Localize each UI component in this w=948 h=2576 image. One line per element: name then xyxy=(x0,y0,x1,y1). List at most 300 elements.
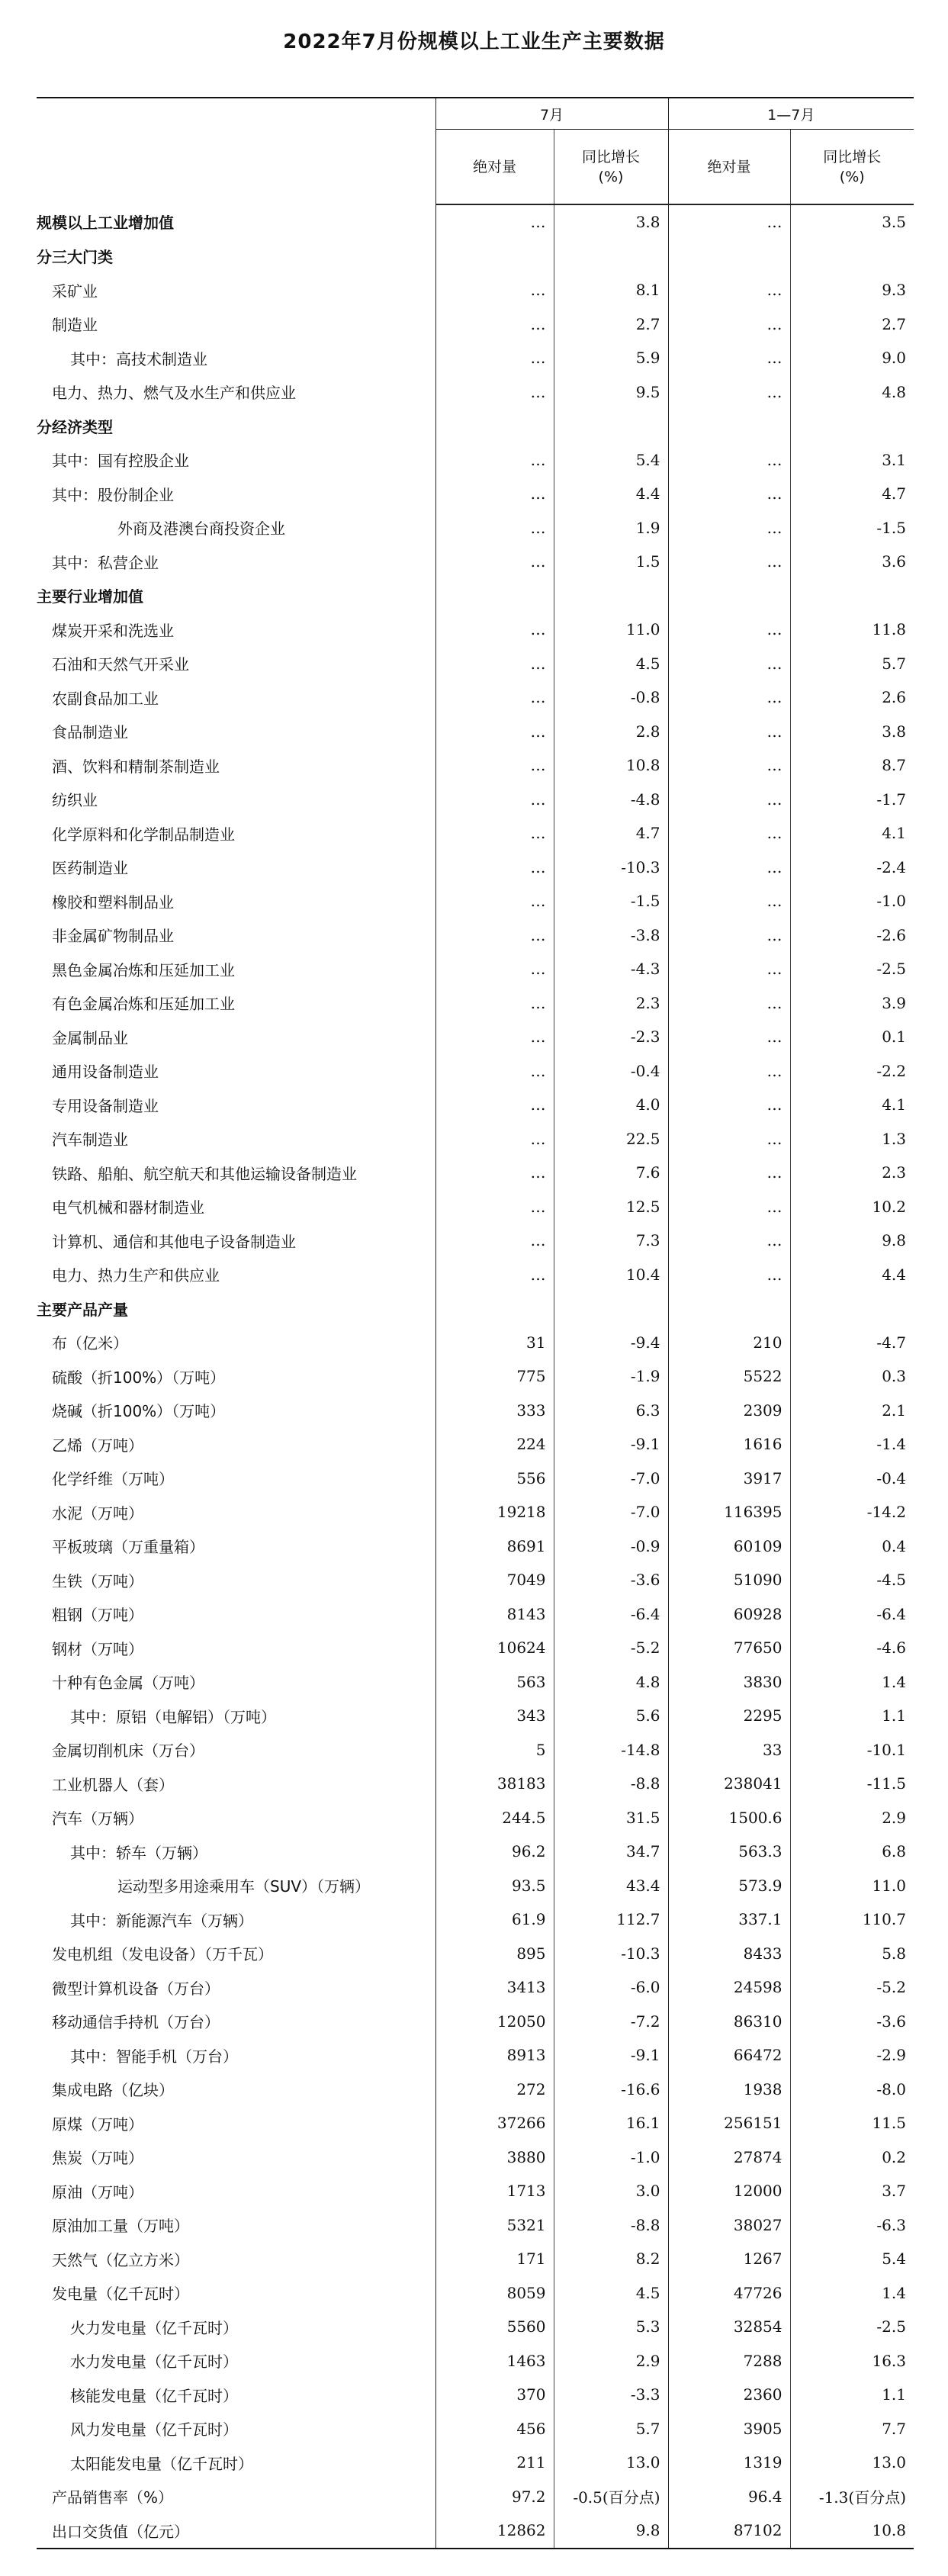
row-label: 生铁（万吨） xyxy=(52,1571,143,1590)
cell-ytd-yoy: 10.8 xyxy=(790,2513,914,2549)
row-label: 规模以上工业增加值 xyxy=(37,214,174,233)
cell-ytd-yoy: 1.3 xyxy=(790,1122,914,1156)
cell-month-abs: 8913 xyxy=(435,2038,554,2073)
cell-month-abs: 12050 xyxy=(435,2005,554,2039)
cell-ytd-abs: 2309 xyxy=(668,1394,790,1428)
table-row xyxy=(37,1529,914,1564)
row-label: 金属切削机床（万台） xyxy=(52,1741,204,1761)
cell-month-yoy: 2.9 xyxy=(554,2344,668,2378)
cell-ytd-yoy: -1.7 xyxy=(790,783,914,817)
row-label: 微型计算机设备（万台） xyxy=(52,1979,220,1998)
cell-month-yoy: -0.8 xyxy=(554,680,668,715)
cell-month-abs: … xyxy=(435,1224,554,1258)
table-row xyxy=(37,2480,914,2514)
cell-month-abs: 244.5 xyxy=(435,1801,554,1835)
row-label: 化学原料和化学制品制造业 xyxy=(52,825,235,844)
cell-month-abs: 5560 xyxy=(435,2310,554,2344)
header-ytd-yoy xyxy=(790,130,914,205)
cell-ytd-yoy: 11.5 xyxy=(790,2106,914,2140)
cell-month-yoy: 31.5 xyxy=(554,1801,668,1835)
cell-ytd-yoy: -2.4 xyxy=(790,851,914,885)
row-label: 橡胶和塑料制品业 xyxy=(52,892,174,912)
cell-ytd-yoy: -11.5 xyxy=(790,1767,914,1801)
cell-ytd-abs xyxy=(668,1291,790,1326)
cell-ytd-yoy: 10.2 xyxy=(790,1190,914,1224)
cell-ytd-abs: 86310 xyxy=(668,2005,790,2039)
cell-month-yoy: -7.0 xyxy=(554,1495,668,1529)
row-label: 运动型多用途乘用车（SUV）（万辆） xyxy=(117,1877,371,1896)
cell-ytd-yoy: 2.7 xyxy=(790,307,914,342)
row-label: 农副食品加工业 xyxy=(52,689,159,708)
table-row xyxy=(37,1258,914,1292)
cell-month-abs: … xyxy=(435,375,554,410)
table-row xyxy=(37,2242,914,2276)
cell-month-abs: 456 xyxy=(435,2412,554,2446)
cell-month-yoy: 5.4 xyxy=(554,443,668,478)
cell-month-yoy: 6.3 xyxy=(554,1394,668,1428)
cell-month-abs: 775 xyxy=(435,1359,554,1394)
cell-month-yoy: 34.7 xyxy=(554,1835,668,1869)
cell-month-yoy: 7.6 xyxy=(554,1156,668,1190)
cell-ytd-abs: 3905 xyxy=(668,2412,790,2446)
cell-ytd-abs: … xyxy=(668,1258,790,1292)
cell-ytd-yoy: -1.3(百分点) xyxy=(790,2480,914,2514)
cell-month-abs: 3413 xyxy=(435,1970,554,2005)
cell-month-yoy: -3.6 xyxy=(554,1563,668,1597)
table-row xyxy=(37,1801,914,1835)
cell-month-abs: 7049 xyxy=(435,1563,554,1597)
table-row xyxy=(37,884,914,918)
header-yoy-line1: 同比增长 xyxy=(823,148,882,166)
table-section-row xyxy=(37,409,914,443)
cell-ytd-abs: … xyxy=(668,816,790,851)
cell-ytd-abs: … xyxy=(668,1122,790,1156)
table-row xyxy=(37,2140,914,2175)
row-label: 乙烯（万吨） xyxy=(52,1436,143,1455)
header-ytd-abs: 绝对量 xyxy=(668,130,790,205)
cell-ytd-abs: … xyxy=(668,375,790,410)
cell-ytd-yoy: 4.1 xyxy=(790,816,914,851)
cell-month-yoy: -9.4 xyxy=(554,1326,668,1360)
row-label: 非金属矿物制品业 xyxy=(52,927,174,946)
row-label: 铁路、船舶、航空航天和其他运输设备制造业 xyxy=(52,1164,357,1183)
cell-ytd-yoy: 2.9 xyxy=(790,1801,914,1835)
cell-ytd-yoy: -2.6 xyxy=(790,918,914,953)
table-section-row xyxy=(37,204,914,240)
table-row xyxy=(37,2208,914,2243)
cell-ytd-yoy: -6.4 xyxy=(790,1597,914,1632)
cell-month-yoy: 4.5 xyxy=(554,647,668,681)
row-label: 太阳能发电量（亿千瓦时） xyxy=(70,2454,253,2473)
cell-ytd-abs: … xyxy=(668,851,790,885)
row-label: 钢材（万吨） xyxy=(52,1639,143,1658)
cell-ytd-abs: … xyxy=(668,884,790,918)
row-label: 纺织业 xyxy=(52,791,98,810)
cell-month-yoy: -2.3 xyxy=(554,1020,668,1054)
row-label: 专用设备制造业 xyxy=(52,1096,159,1115)
cell-month-yoy: -0.5(百分点) xyxy=(554,2480,668,2514)
cell-month-abs: 895 xyxy=(435,1937,554,1971)
cell-month-yoy: 8.2 xyxy=(554,2242,668,2276)
table-row xyxy=(37,1054,914,1089)
table-row xyxy=(37,986,914,1021)
table-row xyxy=(37,1224,914,1258)
table-row xyxy=(37,1462,914,1496)
cell-month-yoy: -5.2 xyxy=(554,1631,668,1665)
table-row xyxy=(37,1665,914,1700)
cell-month-yoy xyxy=(554,579,668,613)
table-row xyxy=(37,783,914,817)
cell-month-yoy: -6.4 xyxy=(554,1597,668,1632)
row-label: 粗钢（万吨） xyxy=(52,1606,143,1625)
table-header xyxy=(37,98,914,204)
cell-ytd-yoy: 5.7 xyxy=(790,647,914,681)
cell-month-abs: 370 xyxy=(435,2378,554,2412)
row-label: 风力发电量（亿千瓦时） xyxy=(70,2420,238,2439)
table-row xyxy=(37,715,914,749)
table-row xyxy=(37,341,914,375)
cell-month-yoy: 11.0 xyxy=(554,613,668,647)
cell-ytd-abs: 1616 xyxy=(668,1427,790,1462)
table-row xyxy=(37,2446,914,2480)
header-period-ytd: 1—7月 xyxy=(668,98,914,130)
cell-ytd-yoy: -10.1 xyxy=(790,1733,914,1767)
cell-month-yoy xyxy=(554,240,668,274)
cell-month-yoy: 8.1 xyxy=(554,273,668,307)
table-row xyxy=(37,918,914,953)
cell-ytd-abs: 1938 xyxy=(668,2073,790,2107)
cell-ytd-abs: … xyxy=(668,511,790,545)
table-row xyxy=(37,1902,914,1937)
row-label: 烧碱（折100%）（万吨） xyxy=(52,1402,226,1421)
cell-ytd-yoy: 1.4 xyxy=(790,2276,914,2311)
row-label: 医药制造业 xyxy=(52,859,128,878)
cell-month-abs: … xyxy=(435,1020,554,1054)
cell-month-abs: 10624 xyxy=(435,1631,554,1665)
table-row xyxy=(37,1563,914,1597)
cell-month-abs: 96.2 xyxy=(435,1835,554,1869)
cell-ytd-yoy: -2.5 xyxy=(790,952,914,986)
cell-month-abs: 38183 xyxy=(435,1767,554,1801)
row-label: 其中：高技术制造业 xyxy=(70,349,207,368)
table-row xyxy=(37,1394,914,1428)
row-label: 水力发电量（亿千瓦时） xyxy=(70,2352,238,2372)
cell-ytd-yoy: -2.2 xyxy=(790,1054,914,1089)
cell-month-yoy: 10.4 xyxy=(554,1258,668,1292)
table-row xyxy=(37,680,914,715)
cell-month-yoy: -0.9 xyxy=(554,1529,668,1564)
cell-ytd-abs: … xyxy=(668,613,790,647)
cell-ytd-abs: … xyxy=(668,680,790,715)
cell-ytd-yoy: 2.1 xyxy=(790,1394,914,1428)
row-label: 黑色金属冶炼和压延加工业 xyxy=(52,960,235,979)
cell-ytd-abs: 1500.6 xyxy=(668,1801,790,1835)
row-label: 有色金属冶炼和压延加工业 xyxy=(52,995,235,1014)
cell-month-yoy: 5.6 xyxy=(554,1699,668,1733)
cell-ytd-abs: 66472 xyxy=(668,2038,790,2073)
cell-month-abs: 333 xyxy=(435,1394,554,1428)
cell-ytd-yoy: 3.9 xyxy=(790,986,914,1021)
cell-month-yoy: 43.4 xyxy=(554,1869,668,1903)
cell-month-abs: … xyxy=(435,341,554,375)
row-label: 金属制品业 xyxy=(52,1028,128,1047)
cell-ytd-abs: 563.3 xyxy=(668,1835,790,1869)
table-row xyxy=(37,1733,914,1767)
cell-ytd-abs: 33 xyxy=(668,1733,790,1767)
cell-month-yoy: -0.4 xyxy=(554,1054,668,1089)
table-row xyxy=(37,273,914,307)
cell-month-yoy xyxy=(554,1291,668,1326)
cell-ytd-yoy: 4.4 xyxy=(790,1258,914,1292)
cell-month-abs: … xyxy=(435,748,554,783)
cell-month-abs: … xyxy=(435,1054,554,1089)
cell-month-abs: 8691 xyxy=(435,1529,554,1564)
table-row xyxy=(37,1869,914,1903)
row-label: 工业机器人（套） xyxy=(52,1775,174,1794)
table-row xyxy=(37,1359,914,1394)
cell-ytd-yoy: 13.0 xyxy=(790,2446,914,2480)
header-month-yoy xyxy=(554,130,668,205)
row-label: 制造业 xyxy=(52,316,98,335)
table-section-row xyxy=(37,579,914,613)
cell-ytd-abs: … xyxy=(668,273,790,307)
row-label: 电气机械和器材制造业 xyxy=(52,1198,204,1217)
table-row xyxy=(37,443,914,478)
cell-month-abs: … xyxy=(435,1122,554,1156)
cell-ytd-yoy xyxy=(790,240,914,274)
cell-month-yoy: 22.5 xyxy=(554,1122,668,1156)
cell-ytd-abs: 32854 xyxy=(668,2310,790,2344)
cell-month-abs: … xyxy=(435,1258,554,1292)
cell-ytd-abs: 1319 xyxy=(668,2446,790,2480)
cell-month-yoy: 1.9 xyxy=(554,511,668,545)
cell-ytd-yoy: -8.0 xyxy=(790,2073,914,2107)
cell-month-abs: … xyxy=(435,477,554,511)
cell-ytd-abs xyxy=(668,579,790,613)
cell-month-yoy: 12.5 xyxy=(554,1190,668,1224)
cell-month-abs: … xyxy=(435,307,554,342)
row-label: 其中：股份制企业 xyxy=(52,485,174,504)
cell-ytd-yoy: 1.4 xyxy=(790,1665,914,1700)
row-label: 酒、饮料和精制茶制造业 xyxy=(52,757,220,776)
cell-month-abs: 1463 xyxy=(435,2344,554,2378)
cell-ytd-yoy: 2.6 xyxy=(790,680,914,715)
cell-month-abs xyxy=(435,240,554,274)
cell-month-abs: … xyxy=(435,273,554,307)
cell-ytd-yoy: 0.4 xyxy=(790,1529,914,1564)
row-label: 发电机组（发电设备）（万千瓦） xyxy=(52,1945,273,1964)
row-label: 硫酸（折100%）（万吨） xyxy=(52,1368,226,1387)
header-yoy-line1: 同比增长 xyxy=(581,148,640,166)
row-label: 产品销售率（%） xyxy=(52,2488,174,2507)
cell-ytd-abs: 3917 xyxy=(668,1462,790,1496)
cell-ytd-yoy: -2.5 xyxy=(790,2310,914,2344)
table-row xyxy=(37,1699,914,1733)
cell-ytd-yoy: 5.4 xyxy=(790,2242,914,2276)
cell-ytd-yoy: 3.8 xyxy=(790,715,914,749)
cell-month-abs: 5321 xyxy=(435,2208,554,2243)
cell-month-yoy: 3.8 xyxy=(554,204,668,240)
cell-ytd-yoy: 11.8 xyxy=(790,613,914,647)
cell-month-yoy: -1.5 xyxy=(554,884,668,918)
cell-ytd-abs: 60928 xyxy=(668,1597,790,1632)
table-row xyxy=(37,477,914,511)
row-label: 其中：轿车（万辆） xyxy=(70,1843,207,1862)
cell-month-abs: 12862 xyxy=(435,2513,554,2549)
cell-ytd-yoy: 1.1 xyxy=(790,2378,914,2412)
cell-month-abs: 37266 xyxy=(435,2106,554,2140)
cell-ytd-yoy: -4.6 xyxy=(790,1631,914,1665)
cell-month-abs: 3880 xyxy=(435,2140,554,2175)
header-month-abs: 绝对量 xyxy=(435,130,554,205)
header-period-month: 7月 xyxy=(435,98,668,130)
cell-ytd-yoy: 11.0 xyxy=(790,1869,914,1903)
cell-ytd-yoy: 110.7 xyxy=(790,1902,914,1937)
cell-month-yoy: -9.1 xyxy=(554,1427,668,1462)
cell-ytd-yoy: 3.1 xyxy=(790,443,914,478)
header-indicator-blank xyxy=(37,98,435,204)
cell-ytd-yoy: 16.3 xyxy=(790,2344,914,2378)
cell-ytd-abs xyxy=(668,240,790,274)
row-label: 其中：智能手机（万台） xyxy=(70,2047,238,2066)
table-row xyxy=(37,1088,914,1122)
row-label: 汽车制造业 xyxy=(52,1130,128,1150)
cell-month-yoy: -1.0 xyxy=(554,2140,668,2175)
cell-month-yoy: 5.7 xyxy=(554,2412,668,2446)
cell-month-yoy: -6.0 xyxy=(554,1970,668,2005)
cell-month-abs: … xyxy=(435,986,554,1021)
cell-ytd-abs: … xyxy=(668,1156,790,1190)
table-section-row xyxy=(37,240,914,274)
table-row xyxy=(37,307,914,342)
table-row xyxy=(37,375,914,410)
cell-ytd-abs: 256151 xyxy=(668,2106,790,2140)
row-label: 平板玻璃（万重量箱） xyxy=(52,1538,204,1557)
cell-month-abs xyxy=(435,409,554,443)
cell-month-yoy: -14.8 xyxy=(554,1733,668,1767)
table-row xyxy=(37,952,914,986)
cell-month-yoy: 9.5 xyxy=(554,375,668,410)
cell-ytd-yoy: 5.8 xyxy=(790,1937,914,1971)
row-label: 电力、热力、燃气及水生产和供应业 xyxy=(52,384,296,403)
cell-ytd-abs: 1267 xyxy=(668,2242,790,2276)
cell-month-abs: 31 xyxy=(435,1326,554,1360)
cell-month-abs xyxy=(435,579,554,613)
row-label: 汽车（万辆） xyxy=(52,1809,143,1828)
cell-month-yoy: -3.3 xyxy=(554,2378,668,2412)
cell-ytd-yoy: -6.3 xyxy=(790,2208,914,2243)
cell-ytd-abs: … xyxy=(668,783,790,817)
table-row xyxy=(37,748,914,783)
cell-month-yoy: 7.3 xyxy=(554,1224,668,1258)
cell-month-yoy: 4.8 xyxy=(554,1665,668,1700)
cell-month-abs: … xyxy=(435,204,554,240)
row-label: 火力发电量（亿千瓦时） xyxy=(70,2318,238,2337)
cell-month-yoy: 3.0 xyxy=(554,2174,668,2208)
row-label: 发电量（亿千瓦时） xyxy=(52,2285,189,2304)
cell-month-abs: 563 xyxy=(435,1665,554,1700)
cell-ytd-abs: 96.4 xyxy=(668,2480,790,2514)
cell-ytd-abs: … xyxy=(668,647,790,681)
row-label: 核能发电量（亿千瓦时） xyxy=(70,2386,238,2405)
table-row xyxy=(37,1767,914,1801)
cell-ytd-yoy: -1.5 xyxy=(790,511,914,545)
cell-ytd-yoy: 3.6 xyxy=(790,545,914,579)
cell-month-yoy: -1.9 xyxy=(554,1359,668,1394)
cell-month-yoy: 16.1 xyxy=(554,2106,668,2140)
cell-month-abs: 19218 xyxy=(435,1495,554,1529)
cell-ytd-abs: 2295 xyxy=(668,1699,790,1733)
table-row xyxy=(37,1190,914,1224)
cell-month-abs: … xyxy=(435,511,554,545)
cell-ytd-yoy: -14.2 xyxy=(790,1495,914,1529)
cell-month-abs: 1713 xyxy=(435,2174,554,2208)
table-row xyxy=(37,2073,914,2107)
cell-ytd-abs xyxy=(668,409,790,443)
table-section-row xyxy=(37,1291,914,1326)
row-label: 其中：原铝（电解铝）（万吨） xyxy=(70,1707,276,1726)
table-row xyxy=(37,1631,914,1665)
cell-month-yoy: -16.6 xyxy=(554,2073,668,2107)
cell-ytd-abs: 238041 xyxy=(668,1767,790,1801)
cell-ytd-yoy xyxy=(790,1291,914,1326)
cell-ytd-yoy: 2.3 xyxy=(790,1156,914,1190)
table-row xyxy=(37,1835,914,1869)
cell-month-yoy: 10.8 xyxy=(554,748,668,783)
table-row xyxy=(37,1156,914,1190)
table-row xyxy=(37,545,914,579)
table-row xyxy=(37,851,914,885)
row-label: 集成电路（亿块） xyxy=(52,2081,174,2100)
cell-ytd-abs: 51090 xyxy=(668,1563,790,1597)
data-table xyxy=(37,97,914,2549)
cell-month-abs: … xyxy=(435,816,554,851)
cell-month-abs: … xyxy=(435,783,554,817)
cell-ytd-yoy: 4.7 xyxy=(790,477,914,511)
cell-month-yoy xyxy=(554,409,668,443)
cell-ytd-abs: … xyxy=(668,1190,790,1224)
row-label: 分经济类型 xyxy=(37,417,113,436)
cell-ytd-abs: … xyxy=(668,1054,790,1089)
cell-ytd-abs: … xyxy=(668,986,790,1021)
cell-month-yoy: 2.3 xyxy=(554,986,668,1021)
cell-month-yoy: 112.7 xyxy=(554,1902,668,1937)
cell-month-abs: … xyxy=(435,613,554,647)
cell-month-abs: … xyxy=(435,952,554,986)
row-label: 石油和天然气开采业 xyxy=(52,655,189,674)
cell-month-abs: … xyxy=(435,545,554,579)
table-row xyxy=(37,2344,914,2378)
cell-month-yoy: 5.3 xyxy=(554,2310,668,2344)
table-row xyxy=(37,647,914,681)
cell-month-yoy: -8.8 xyxy=(554,2208,668,2243)
row-label: 分三大门类 xyxy=(37,248,113,267)
row-label: 化学纤维（万吨） xyxy=(52,1470,174,1489)
cell-month-abs: 171 xyxy=(435,2242,554,2276)
cell-ytd-abs: … xyxy=(668,341,790,375)
table-row xyxy=(37,2378,914,2412)
row-label: 外商及港澳台商投资企业 xyxy=(117,519,285,539)
table-row xyxy=(37,1427,914,1462)
page-title: 2022年7月份规模以上工业生产主要数据 xyxy=(283,31,665,53)
row-label: 其中：国有控股企业 xyxy=(52,452,189,471)
cell-month-yoy: 4.4 xyxy=(554,477,668,511)
table-row xyxy=(37,2038,914,2073)
cell-month-abs: 97.2 xyxy=(435,2480,554,2514)
cell-ytd-yoy: -0.4 xyxy=(790,1462,914,1496)
cell-ytd-yoy: -2.9 xyxy=(790,2038,914,2073)
cell-month-yoy: -4.3 xyxy=(554,952,668,986)
